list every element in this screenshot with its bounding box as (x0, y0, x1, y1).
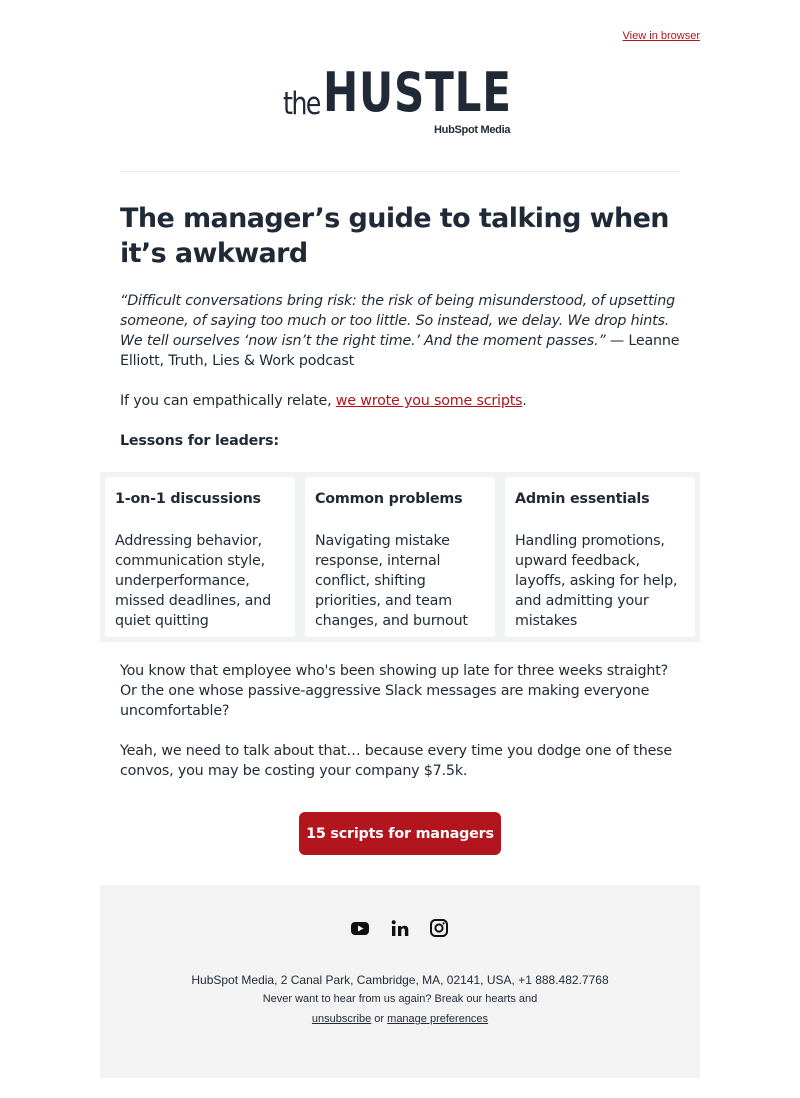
scripts-link[interactable]: we wrote you some scripts (335, 393, 523, 409)
view-in-browser-link[interactable]: View in browser (622, 30, 700, 42)
relate-suffix: . (522, 393, 527, 409)
unsubscribe-link[interactable]: unsubscribe (311, 1013, 372, 1025)
article-headline: The manager’s guide to talking when it’s awkward (120, 203, 669, 269)
lesson-card-title: Admin essentials (515, 491, 650, 507)
quote-attribution: — Leanne Elliott, Truth, Lies & Work podcast (120, 333, 680, 369)
lessons-heading: Lessons for leaders: (120, 433, 279, 449)
logo-hubspot-media-text: HubSpot Media (434, 124, 511, 136)
lesson-card-title: Common problems (315, 491, 463, 507)
lesson-card-body: Navigating mistake response, internal conflict, shifting priorities, and team changes, and burnout (315, 533, 468, 629)
footer-links (100, 1013, 700, 1025)
lesson-card-title: 1-on-1 discussions (115, 491, 261, 507)
quote-text: “Difficult conversations bring risk: the risk of being misunderstood, of upsetting someone, of saying too much or too little. So instead, we delay. We drop hints. We tell ourselves ‘now isn’t the right time.’ And the moment passes.” (120, 293, 675, 349)
body-paragraph-2: Yeah, we need to talk about that… because every time you dodge one of these convos, you may be costing your company $7.5k. (120, 743, 673, 779)
relate-paragraph (120, 391, 680, 411)
unsubscribe-prompt: Never want to hear from us again? Break our hearts and (262, 993, 538, 1005)
the-hustle-logo (270, 62, 530, 144)
lesson-card (105, 477, 295, 637)
scripts-cta-button[interactable]: 15 scripts for managers (299, 812, 501, 855)
lesson-card-body: Addressing behavior, communication style, underperformance, missed deadlines, and quiet quitting (115, 533, 271, 629)
instagram-icon[interactable] (429, 918, 449, 938)
footer (100, 885, 700, 1078)
or-text: or (371, 1013, 388, 1025)
relate-prefix: If you can empathically relate, (120, 393, 336, 409)
body-paragraph-1: You know that employee who's been showing up late for three weeks straight? Or the one whose passive-aggressive Slack messages are making everyone uncomfortable? (120, 663, 668, 719)
company-address: HubSpot Media, 2 Canal Park, Cambridge, MA, 02141, USA, +1 888.482.7768 (191, 973, 609, 987)
lessons-cards (100, 472, 700, 642)
logo-the-text: the (283, 86, 320, 122)
header-divider (120, 171, 680, 172)
logo-hustle-text: HUSTLE (323, 61, 512, 124)
lesson-card-body: Handling promotions, upward feedback, layoffs, asking for help, and admitting your mistakes (515, 533, 678, 629)
linkedin-icon[interactable] (390, 918, 410, 938)
manage-preferences-link[interactable]: manage preferences (387, 1013, 489, 1025)
lesson-card (505, 477, 695, 637)
youtube-icon[interactable] (350, 918, 370, 938)
lesson-card (305, 477, 495, 637)
quote-paragraph (120, 291, 680, 371)
